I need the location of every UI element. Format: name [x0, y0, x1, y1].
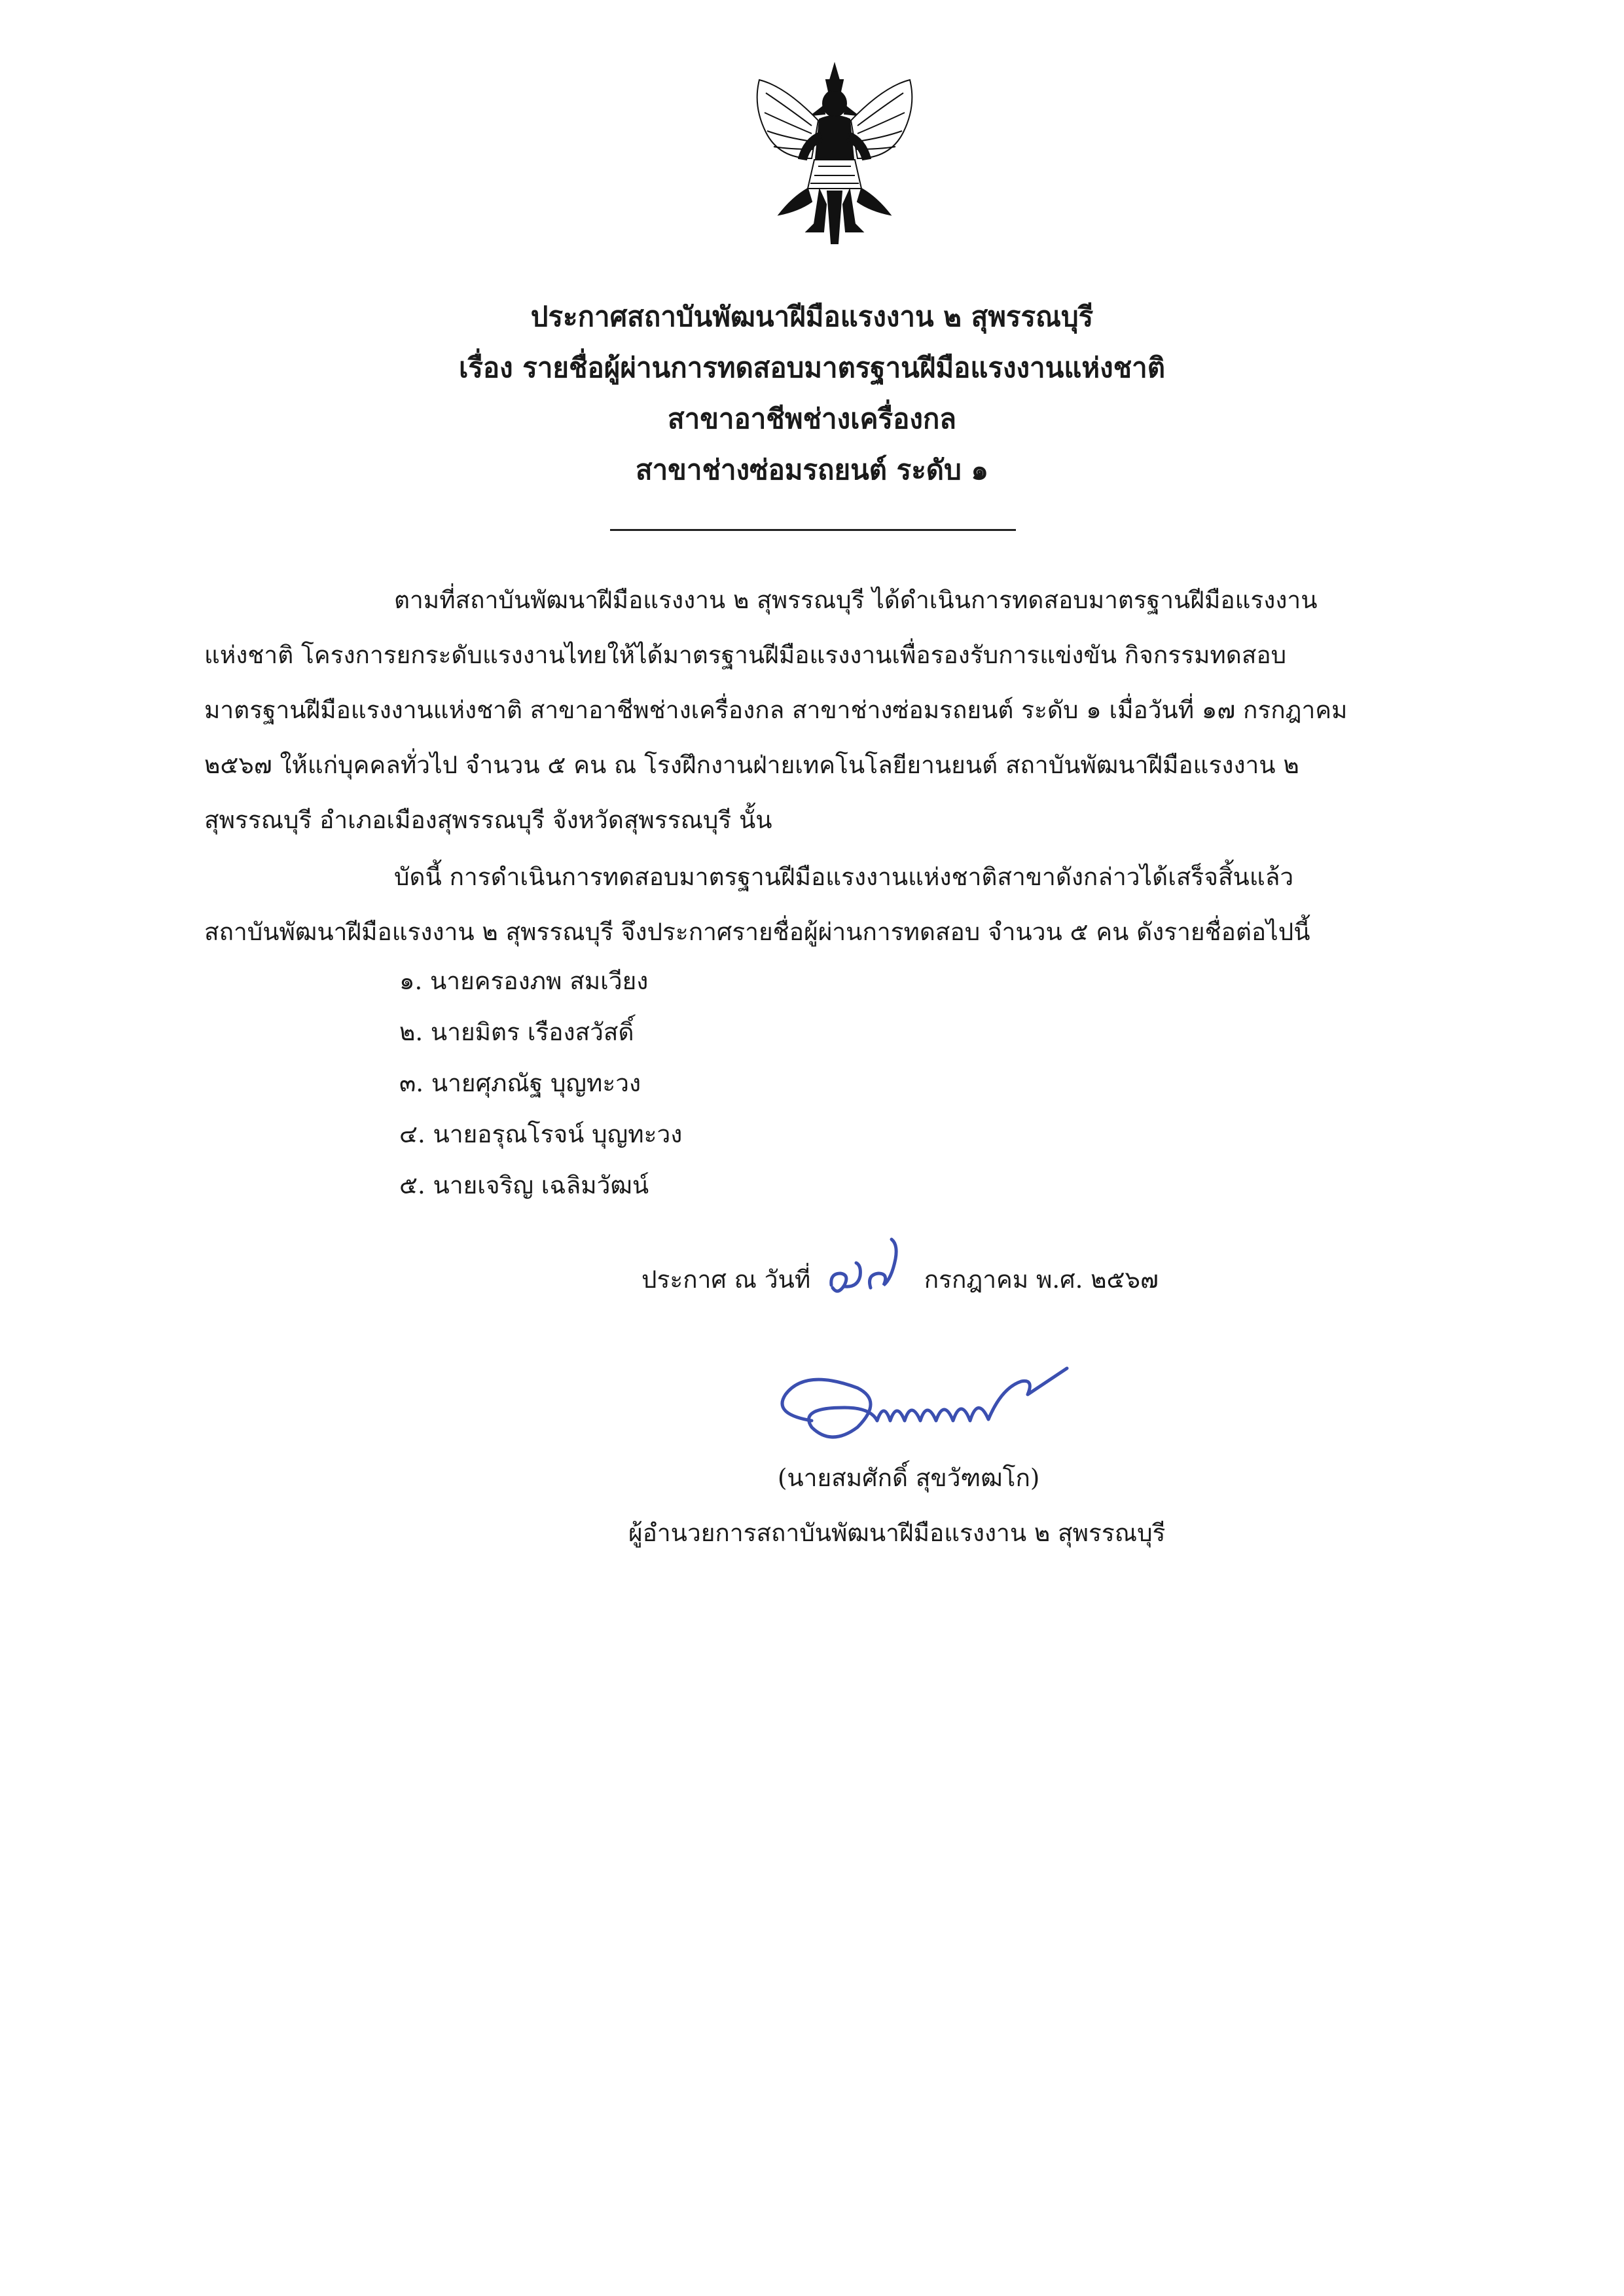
paragraph-line: มาตรฐานฝีมือแรงงานแห่งชาติ สาขาอาชีพช่างเครื่องกล สาขาช่างซ่อมรถยนต์ ระดับ ๑ เมื่อวันที่ ๑๗ กรกฎาคม: [204, 696, 1348, 724]
paragraph-line: ตามที่สถาบันพัฒนาฝีมือแรงงาน ๒ สุพรรณบุรี ได้ดำเนินการทดสอบมาตรฐานฝีมือแรงงาน: [394, 586, 1318, 614]
list-item: ๓. นายศุภณัฐ บุญทะวง: [399, 1069, 641, 1097]
garuda-emblem-icon: [746, 60, 923, 250]
heading-divider: [610, 529, 1016, 531]
list-item: ๒. นายมิตร เรืองสวัสดิ์: [399, 1018, 634, 1046]
paragraph-background: [204, 573, 1448, 848]
paragraph-line: ๒๕๖๗ ให้แก่บุคคลทั่วไป จำนวน ๕ คน ณ โรงฝึกงานฝ่ายเทคโนโลยียานยนต์ สถาบันพัฒนาฝีมือแรงงาน ๒: [204, 751, 1299, 779]
passed-names-list: [399, 956, 682, 1211]
list-item: ๕. นายเจริญ เฉลิมวัฒน์: [399, 1171, 649, 1199]
list-item: ๔. นายอรุณโรจน์ บุญทะวง: [399, 1120, 683, 1148]
paragraph-result: [204, 850, 1448, 960]
paragraph-line: แห่งชาติ โครงการยกระดับแรงงานไทยให้ได้มาตรฐานฝีมือแรงงานเพื่อรองรับการแข่งขัน กิจกรรมทดสอบ: [204, 641, 1287, 669]
signer-position: ผู้อำนวยการสถาบันพัฒนาฝีมือแรงงาน ๒ สุพรรณบุรี: [628, 1519, 1166, 1547]
heading-subject: เรื่อง รายชื่อผู้ผ่านการทดสอบมาตรฐานฝีมือแรงงานแห่งชาติ: [459, 352, 1165, 384]
paragraph-line: บัดนี้ การดำเนินการทดสอบมาตรฐานฝีมือแรงงานแห่งชาติสาขาดังกล่าวได้เสร็จสิ้นแล้ว: [394, 863, 1294, 891]
date-prefix: ประกาศ ณ วันที่: [641, 1266, 811, 1294]
heading-title: ประกาศสถาบันพัฒนาฝีมือแรงงาน ๒ สุพรรณบุรี: [530, 301, 1094, 333]
announcement-heading: [0, 291, 1624, 496]
paragraph-line: สุพรรณบุรี อำเภอเมืองสุพรรณบุรี จังหวัดสุพรรณบุรี นั้น: [204, 806, 772, 834]
signer-name: (นายสมศักดิ์ สุขวัฑฒโก): [778, 1464, 1040, 1492]
paragraph-line: สถาบันพัฒนาฝีมือแรงงาน ๒ สุพรรณบุรี จึงประกาศรายชื่อผู้ผ่านการทดสอบ จำนวน ๕ คน ดังรายชื่อต่อไปนี้: [204, 918, 1310, 946]
heading-occupation-branch: สาขาอาชีพช่างเครื่องกล: [667, 403, 957, 435]
list-item: ๑. นายครองภพ สมเวียง: [399, 967, 649, 995]
announcement-date: [641, 1257, 1159, 1305]
handwritten-day: [818, 1259, 916, 1305]
date-month-year: กรกฎาคม พ.ศ. ๒๕๖๗: [924, 1266, 1159, 1294]
heading-trade-level: สาขาช่างซ่อมรถยนต์ ระดับ ๑: [635, 454, 989, 486]
